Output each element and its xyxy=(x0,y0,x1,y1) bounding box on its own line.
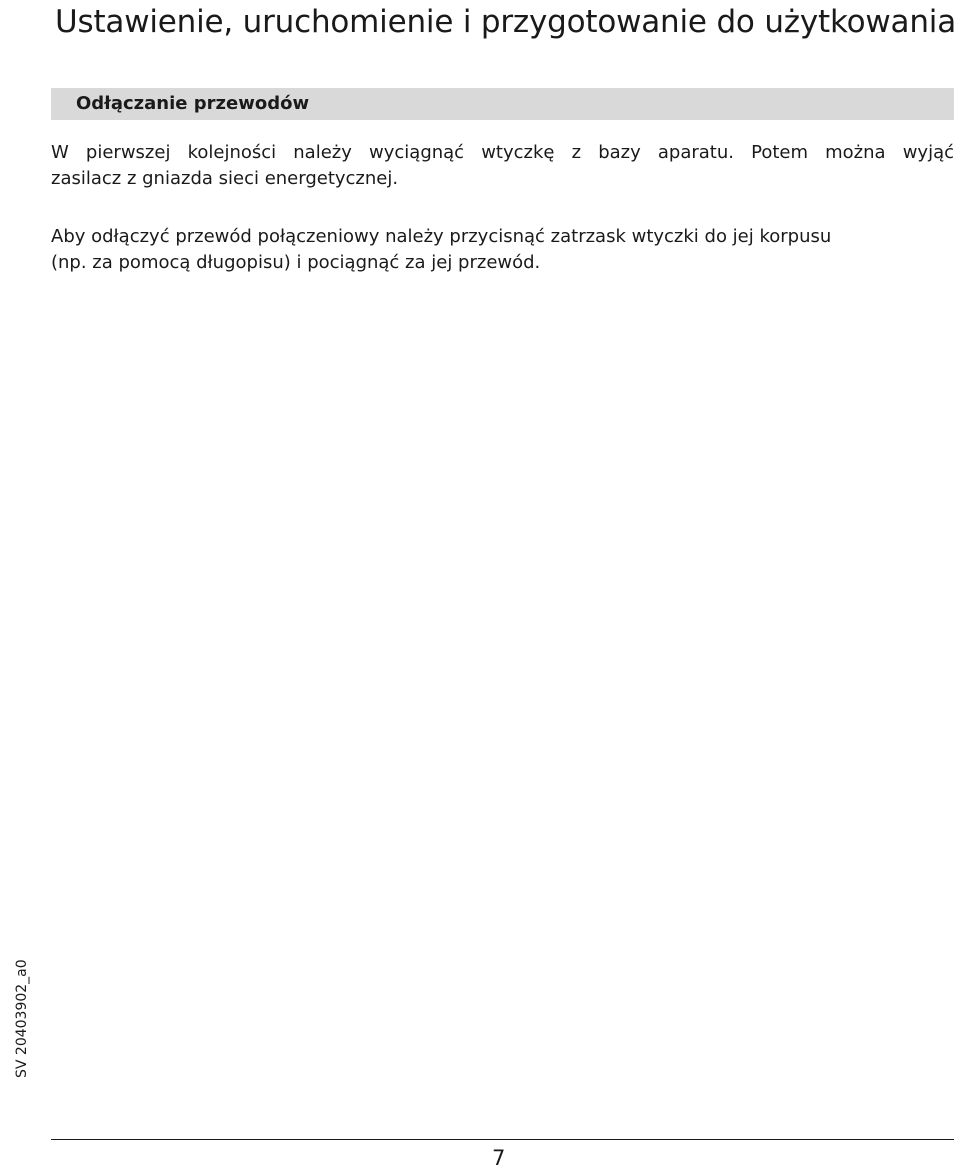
page-number: 7 xyxy=(492,1146,506,1170)
paragraph-unplug-plug xyxy=(51,140,954,192)
paragraph-line: (np. za pomocą długopisu) i pociągnąć za jej przewód. xyxy=(51,252,541,273)
footer-divider xyxy=(51,1139,954,1140)
document-code: SV 20403902_a0 xyxy=(14,959,30,1078)
section-header-bar xyxy=(51,88,954,120)
paragraph-line: zasilacz z gniazda sieci energetycznej. xyxy=(51,168,399,189)
page-title: Ustawienie, uruchomienie i przygotowanie do użytkowania xyxy=(55,4,956,40)
paragraph-line: W pierwszej kolejności należy wyciągnąć wtyczkę z bazy aparatu. Potem można wyjąć xyxy=(51,142,954,163)
paragraph-line: Aby odłączyć przewód połączeniowy należy przycisnąć zatrzask wtyczki do jej korpusu xyxy=(51,226,832,247)
section-heading: Odłączanie przewodów xyxy=(76,93,310,114)
paragraph-disconnect-cable xyxy=(51,224,954,276)
